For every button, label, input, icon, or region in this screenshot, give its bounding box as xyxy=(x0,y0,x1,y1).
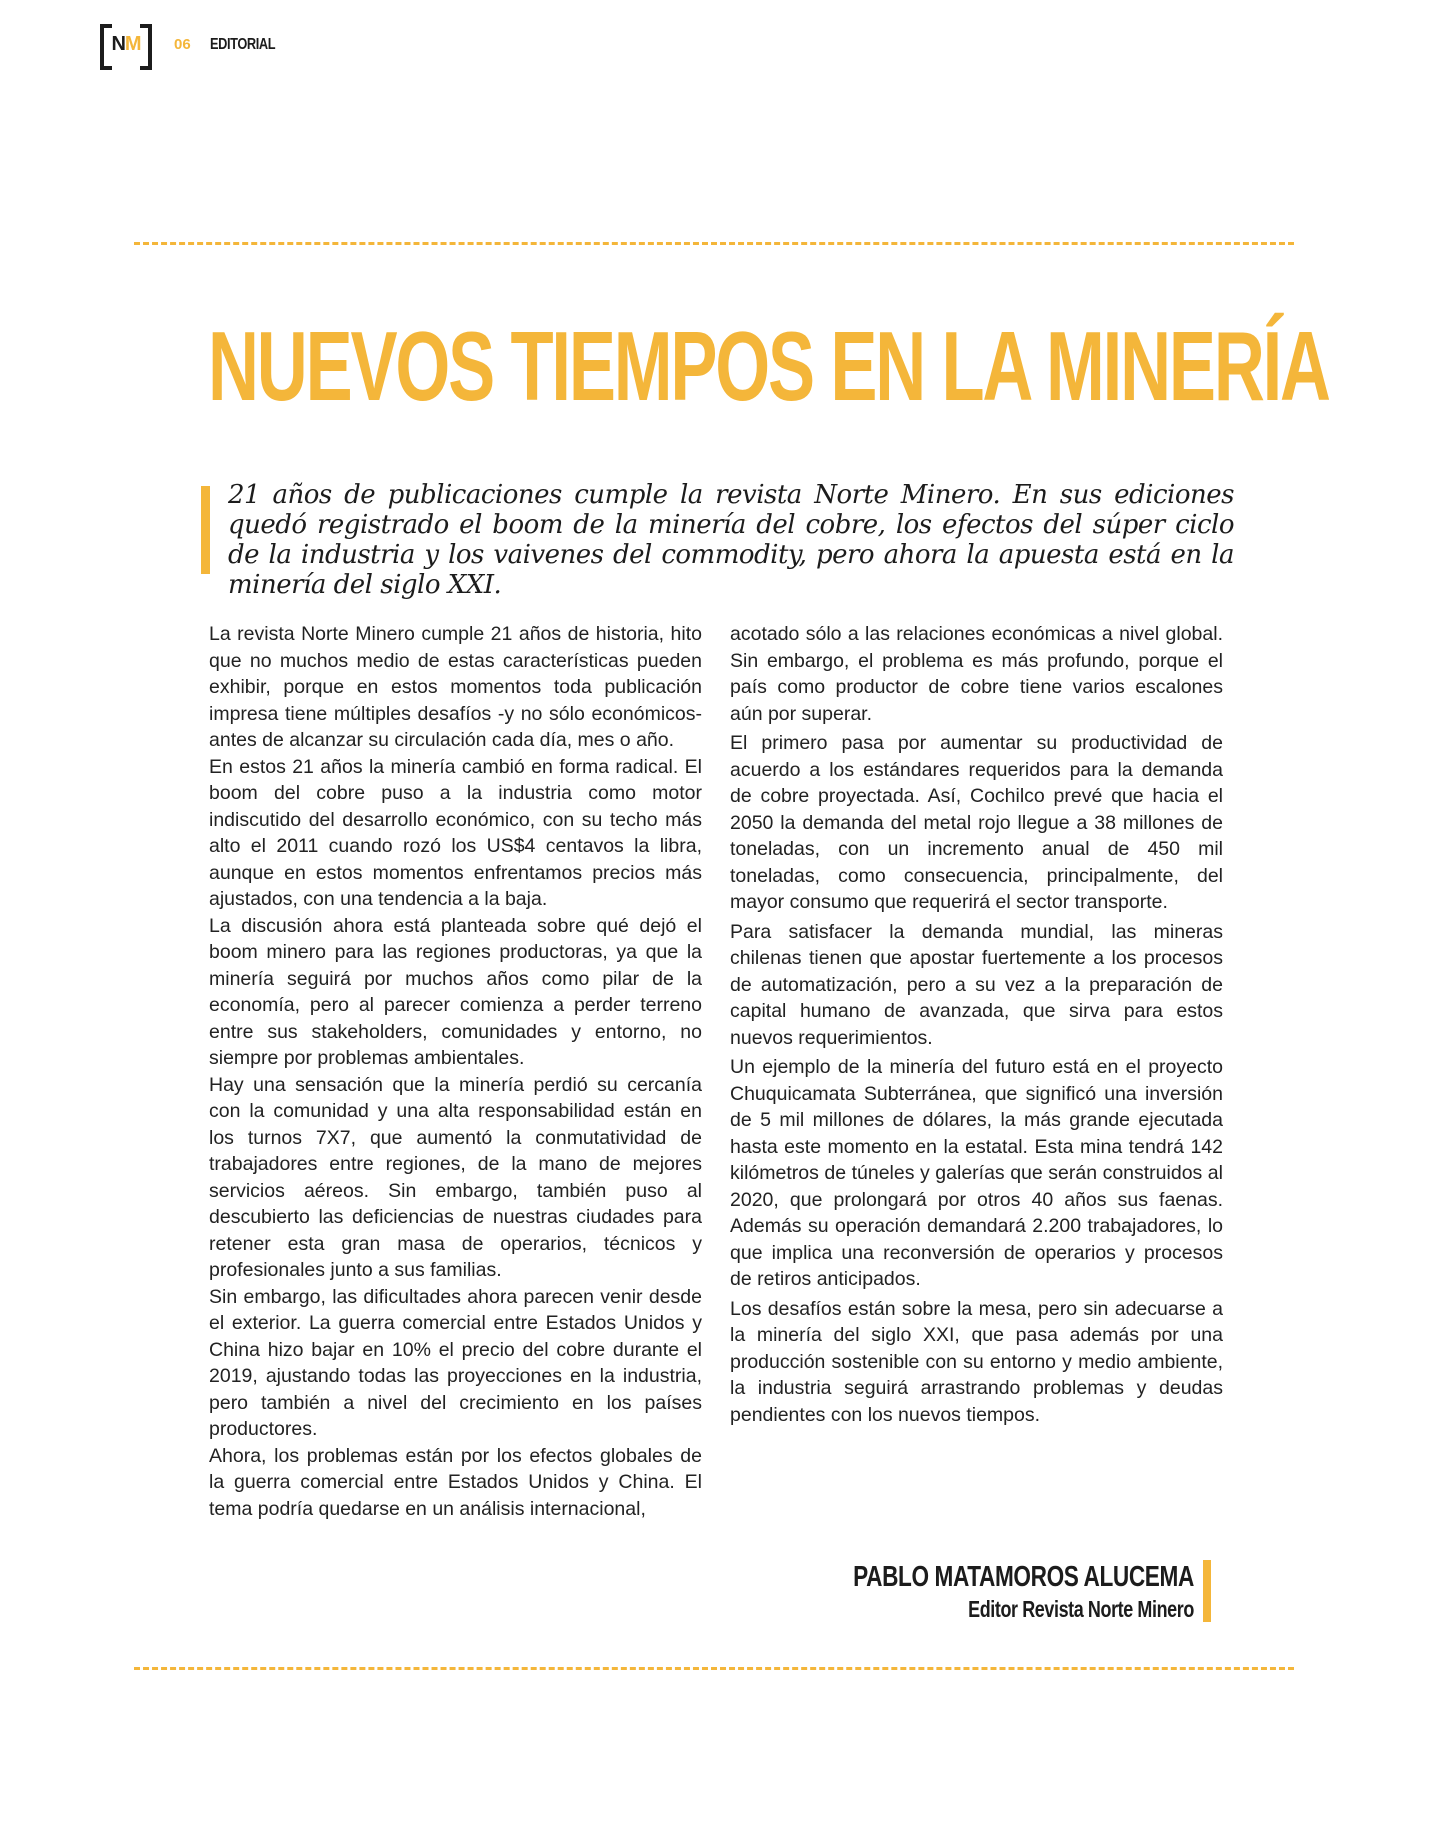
body-paragraph: acotado sólo a las relaciones económicas a nivel global. Sin embargo, el problema es más profundo, porque el país como productor de cobre tiene varios escalones aún por superar. xyxy=(730,623,1223,725)
body-paragraph: Sin embargo, las dificultades ahora parecen venir desde el exterior. La guerra comercial entre Estados Unidos y China hizo bajar en 10% el precio del cobre durante el 2019, ajustando todas las proyecciones en la industria, pero también a nivel del crecimiento en los países productores. xyxy=(209,1285,702,1440)
bottom-dashed-divider xyxy=(134,1667,1294,1670)
body-column-right xyxy=(730,621,1223,1431)
logo-right-bracket xyxy=(140,24,152,70)
body-paragraph: La discusión ahora está planteada sobre qué dejó el boom minero para las regiones productoras, ya que la minería seguirá por muchos años como pilar de la economía, pero al parecer comienza a perder terreno entre sus stakeholders, comunidades y entorno, no siempre por problemas ambientales. xyxy=(209,914,702,1069)
author-signature xyxy=(757,1560,1194,1624)
body-paragraph: En estos 21 años la minería cambió en forma radical. El boom del cobre puso a la industria como motor indiscutido del desarrollo económico, con su techo más alto el 2011 cuando rozó los US$4 centavos la libra, aunque en estos momentos enfrentamos precios más ajustados, con una tendencia a la baja. xyxy=(209,755,702,910)
logo-letter-m: M xyxy=(124,33,141,55)
article-title: NUEVOS TIEMPOS EN LA MINERÍA xyxy=(208,311,1329,421)
section-label: EDITORIAL xyxy=(210,36,276,53)
magazine-logo xyxy=(100,24,152,68)
logo-letter-n: N xyxy=(111,33,125,55)
body-paragraph: Ahora, los problemas están por los efectos globales de la guerra comercial entre Estados Unidos y China. El tema podría quedarse en un análisis internacional, xyxy=(209,1444,702,1520)
body-paragraph: Los desafíos están sobre la mesa, pero sin adecuarse a la minería del siglo XXI, que pasa además por una producción sostenible con su entorno y medio ambiente, la industria seguirá arrastrando problemas y deudas pendientes con los nuevos tiempos. xyxy=(730,1297,1223,1426)
article-lead: 21 años de publicaciones cumple la revista Norte Minero. En sus ediciones quedó registrado el boom de la minería del cobre, los efectos del súper ciclo de la industria y los vaivenes del commodity, pero ahora la apuesta está en la minería del siglo XXI. xyxy=(228,480,1234,600)
body-paragraph: Hay una sensación que la minería perdió su cercanía con la comunidad y una alta responsabilidad están en los turnos 7X7, que aumentó la conmutatividad de trabajadores entre regiones, de la mano de mejores servicios aéreos. Sin embargo, también puso al descubierto las deficiencias de nuestras ciudades para retener esta gran masa de operarios, técnicos y profesionales junto a sus familias. xyxy=(209,1073,702,1281)
body-column-left xyxy=(209,621,702,1522)
author-name: PABLO MATAMOROS ALUCEMA xyxy=(853,1561,1194,1593)
logo-letters xyxy=(109,33,143,56)
author-role: Editor Revista Norte Minero xyxy=(968,1596,1194,1622)
body-paragraph: Un ejemplo de la minería del futuro está en el proyecto Chuquicamata Subterránea, que significó una inversión de 5 mil millones de dólares, la más grande ejecutada hasta este momento en la estatal. Esta mina tendrá 142 kilómetros de túneles y galerías que serán construidos al 2020, que prolongará por otros 40 años sus faenas. Además su operación demandará 2.200 trabajadores, lo que implica una reconversión de operarios y procesos de retiros anticipados. xyxy=(730,1056,1223,1290)
lead-accent-bar xyxy=(201,486,210,574)
body-paragraph: La revista Norte Minero cumple 21 años de historia, hito que no muchos medio de estas características pueden exhibir, porque en estos momentos toda publicación impresa tiene múltiples desafíos -y no sólo económicos- antes de alcanzar su circulación cada día, mes o año. xyxy=(209,623,702,751)
body-paragraph: Para satisfacer la demanda mundial, las mineras chilenas tienen que apostar fuertemente a los procesos de automatización, pero a su vez a la preparación de capital humano de avanzada, que sirva para estos nuevos requerimientos. xyxy=(730,920,1223,1049)
body-paragraph: El primero pasa por aumentar su productividad de acuerdo a los estándares requeridos para la demanda de cobre proyectada. Así, Cochilco prevé que hacia el 2050 la demanda del metal rojo llegue a 38 millones de toneladas, con un incremento anual de 450 mil toneladas, como consecuencia, principalmente, del mayor consumo que requerirá el sector transporte. xyxy=(730,732,1223,913)
top-dashed-divider xyxy=(134,242,1294,245)
signature-accent-bar xyxy=(1203,1560,1211,1622)
page-number: 06 xyxy=(174,36,191,53)
